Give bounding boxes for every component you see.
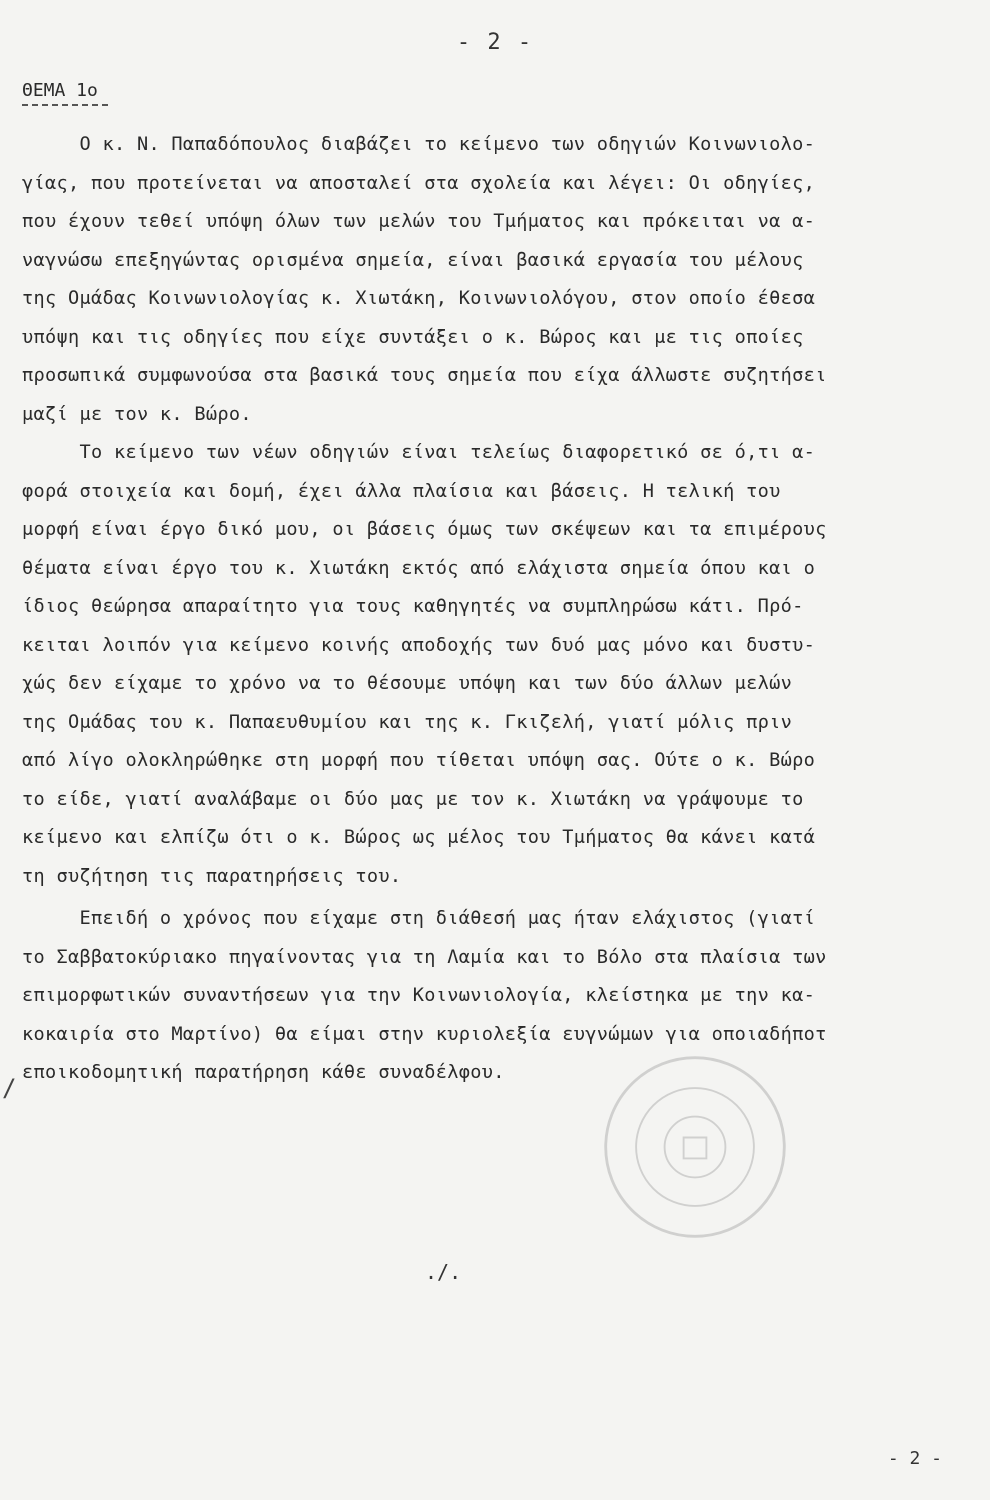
paragraph-1 xyxy=(22,126,942,434)
text-line: ναγνώσω επεξηγώντας ορισμένα σημεία, είναι βασικά εργασία του μέλους xyxy=(22,249,804,271)
end-mark: ./. xyxy=(425,1260,462,1284)
page-mark: - 2 - xyxy=(456,30,534,55)
text-line: κείμενο και ελπίζω ότι ο κ. Βώρος ως μέλος του Τμήματος θα κάνει κατά xyxy=(22,827,816,848)
text-line: μορφή είναι έργο δικό μου, οι βάσεις όμως των σκέψεων και τα επιμέρους xyxy=(22,519,827,540)
topic-heading: ΘΕΜΑ 1ο xyxy=(22,80,98,101)
text-line: το είδε, γιατί αναλάβαμε οι δύο μας με τον κ. Χιωτάκη να γράψουμε το xyxy=(22,788,804,810)
footer-page-number: - 2 - xyxy=(887,1448,942,1469)
text-line: φορά στοιχεία και δομή, έχει άλλα πλαίσια και βάσεις. Η τελική του xyxy=(22,480,781,502)
text-line: Επειδή ο χρόνος που είχαμε στη διάθεσή μας ήταν ελάχιστος (γιατί xyxy=(22,908,816,929)
text-line: χώς δεν είχαμε το χρόνο να το θέσουμε υπόψη και των δύο άλλων μελών xyxy=(22,673,793,694)
text-line: της Ομάδας του κ. Παπαευθυμίου και της κ. Γκιζελή, γιατί μόλις πριν xyxy=(22,711,793,733)
text-line: που έχουν τεθεί υπόψη όλων των μελών του Τμήματος και πρόκειται να α- xyxy=(22,211,816,232)
body-text xyxy=(22,126,942,1093)
text-line: Το κείμενο των νέων οδηγιών είναι τελείως διαφορετικό σε ό,τι α- xyxy=(22,442,816,463)
text-line: από λίγο ολοκληρώθηκε στη μορφή που τίθεται υπόψη σας. Ούτε ο κ. Βώρο xyxy=(22,750,816,771)
text-line: γίας, που προτείνεται να αποσταλεί στα σχολεία και λέγει: Οι οδηγίες, xyxy=(22,172,816,194)
paragraph-2 xyxy=(22,434,942,896)
paragraph-3 xyxy=(22,900,942,1093)
text-line: εποικοδομητική παρατήρηση κάθε συναδέλφου. xyxy=(22,1062,505,1083)
text-line: προσωπικά συμφωνούσα στα βασικά τους σημεία που είχα άλλωστε συζητήσει xyxy=(22,365,827,386)
text-line: Ο κ. Ν. Παπαδόπουλος διαβάζει το κείμενο των οδηγιών Κοινωνιολο- xyxy=(22,134,816,155)
text-line: της Ομάδας Κοινωνιολογίας κ. Χιωτάκη, Κοινωνιολόγου, στον οποίο έθεσα xyxy=(22,288,816,309)
text-line: κοκαιρία στο Μαρτίνο) θα είμαι στην κυριολεξία ευγνώμων για οποιαδήποτ xyxy=(22,1023,827,1045)
text-line: κειται λοιπόν για κείμενο κοινής αποδοχής των δυό μας μόνο και δυστυ- xyxy=(22,634,816,656)
text-line: επιμορφωτικών συναντήσεων για την Κοινωνιολογία, κλείστηκα με την κα- xyxy=(22,985,816,1006)
margin-mark: / xyxy=(2,1074,17,1102)
text-line: υπόψη και τις οδηγίες που είχε συντάξει ο κ. Βώρος και με τις οποίες xyxy=(22,326,804,348)
text-line: θέματα είναι έργο του κ. Χιωτάκη εκτός από ελάχιστα σημεία όπου και ο xyxy=(22,557,816,579)
text-line: τη συζήτηση τις παρατηρήσεις του. xyxy=(22,865,402,887)
text-line: ίδιος θεώρησα απαραίτητο για τους καθηγητές να συμπληρώσω κάτι. Πρό- xyxy=(22,596,804,617)
text-line: μαζί με τον κ. Βώρο. xyxy=(22,403,252,425)
text-line: το Σαββατοκύριακο πηγαίνοντας για τη Λαμία και το Βόλο στα πλαίσια των xyxy=(22,946,827,968)
heading-underline xyxy=(22,104,108,106)
